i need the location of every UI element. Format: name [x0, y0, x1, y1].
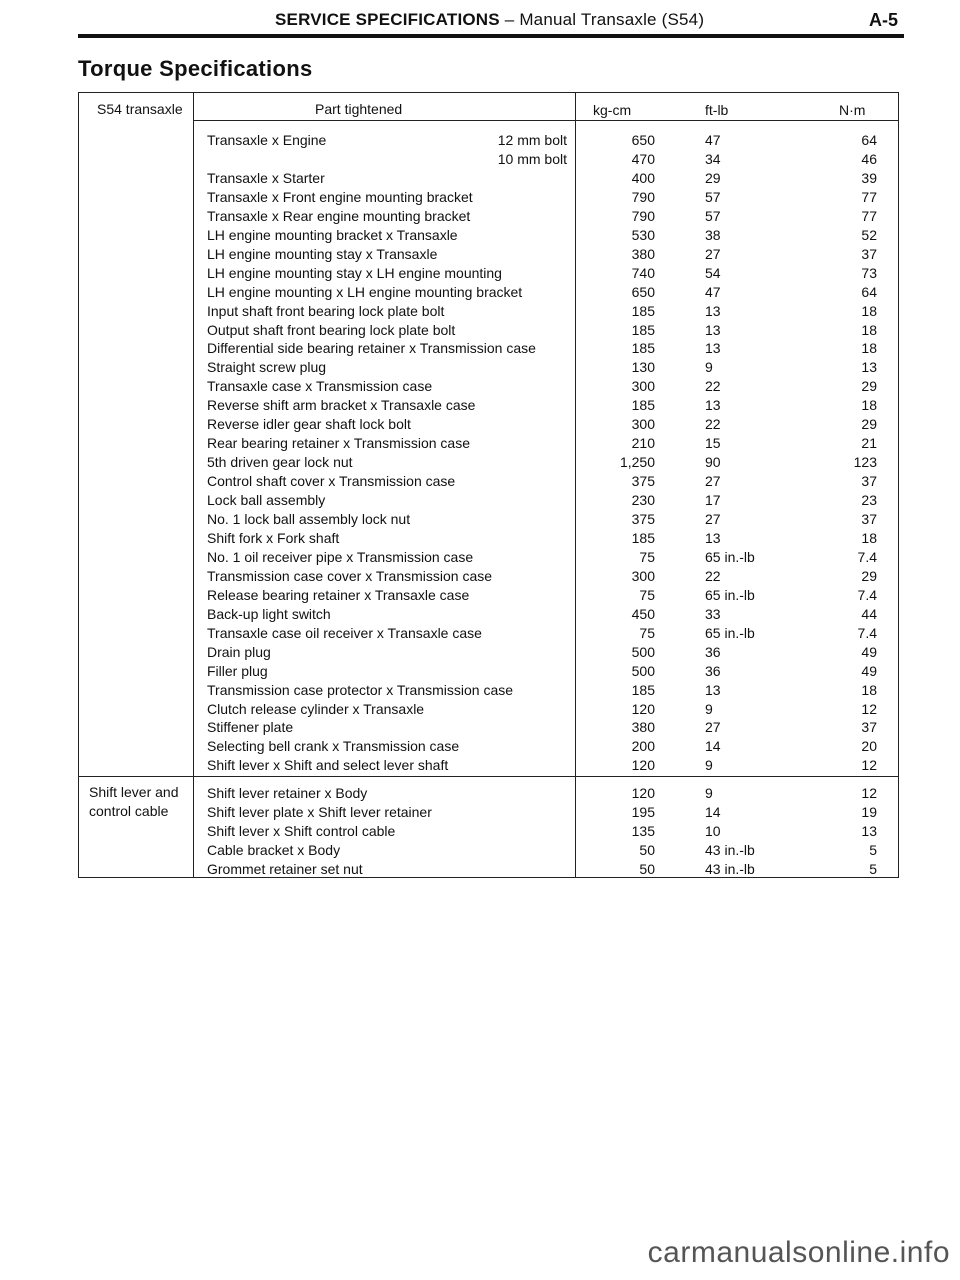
nm-cell: 49 — [861, 662, 877, 679]
part-cell: Shift lever retainer x Body — [207, 785, 368, 801]
ftlb-cell: 13 — [705, 529, 721, 546]
ftlb-cell: 43 in.-lb — [705, 841, 755, 858]
ftlb-cell: 47 — [705, 283, 721, 300]
ftlb-cell: 57 — [705, 188, 721, 205]
kgcm-cell: 75 — [639, 548, 655, 565]
table-row — [79, 207, 899, 226]
part-cell: Output shaft front bearing lock plate bolt — [207, 321, 456, 338]
nm-cell: 49 — [861, 643, 877, 660]
kgcm-cell: 185 — [631, 529, 655, 546]
table-row — [79, 803, 899, 822]
kgcm-cell: 790 — [631, 188, 655, 205]
table-row — [79, 169, 899, 188]
part-cell: LH engine mounting stay x Transaxle — [207, 245, 438, 262]
table-row — [79, 841, 899, 860]
table-row — [79, 548, 899, 567]
ftlb-cell: 47 — [705, 132, 721, 148]
nm-cell: 18 — [861, 681, 877, 698]
part-cell: Differential side bearing retainer x Transmission case — [207, 340, 536, 357]
nm-cell: 123 — [853, 454, 877, 471]
kgcm-cell: 470 — [631, 150, 655, 167]
ftlb-cell: 43 in.-lb — [705, 860, 755, 877]
kgcm-cell: 380 — [631, 245, 655, 262]
ftlb-cell: 27 — [705, 511, 721, 527]
part-cell: Shift fork x Fork shaft — [207, 529, 340, 546]
part-cell: Release bearing retainer x Transaxle case — [207, 586, 470, 603]
nm-cell: 21 — [861, 435, 877, 452]
nm-cell: 13 — [861, 359, 877, 376]
part-cell: No. 1 oil receiver pipe x Transmission case — [207, 548, 474, 565]
part-cell: Transaxle x Front engine mounting bracket — [207, 188, 473, 205]
ftlb-cell: 54 — [705, 264, 721, 281]
bolt-size-note: 12 mm bolt — [497, 132, 567, 148]
table-row — [79, 681, 899, 700]
kgcm-column-header: kg-cm — [593, 102, 632, 118]
kgcm-cell: 185 — [631, 340, 655, 357]
table-row — [79, 188, 899, 207]
part-cell: LH engine mounting x LH engine mounting bracket — [207, 283, 523, 300]
nm-cell: 20 — [861, 738, 877, 755]
torque-spec-table — [78, 92, 899, 878]
kgcm-cell: 185 — [631, 681, 655, 698]
nm-cell: 37 — [861, 473, 877, 490]
table-row — [79, 491, 899, 510]
kgcm-cell: 75 — [639, 586, 655, 603]
table-row — [79, 415, 899, 434]
kgcm-cell: 120 — [631, 700, 655, 717]
ftlb-cell: 13 — [705, 321, 721, 338]
table-row — [79, 226, 899, 245]
table-row — [79, 453, 899, 472]
kgcm-cell: 185 — [631, 321, 655, 338]
ftlb-cell: 22 — [705, 416, 721, 433]
table-row — [79, 150, 899, 169]
table-row — [79, 377, 899, 396]
ftlb-cell: 13 — [705, 397, 721, 414]
table-row — [79, 245, 899, 264]
nm-cell: 64 — [861, 132, 877, 148]
part-cell: Shift lever plate x Shift lever retainer — [207, 803, 432, 820]
nm-cell: 12 — [861, 757, 877, 774]
kgcm-cell: 75 — [639, 624, 655, 641]
part-cell: Transaxle x Engine — [207, 132, 327, 148]
table-row — [79, 510, 899, 529]
section-title: Torque Specifications — [78, 56, 313, 81]
ftlb-cell: 13 — [705, 302, 721, 319]
ftlb-cell: 29 — [705, 169, 721, 186]
part-cell: No. 1 lock ball assembly lock nut — [207, 511, 411, 527]
nm-cell: 37 — [861, 245, 877, 262]
kgcm-cell: 50 — [639, 860, 655, 877]
nm-cell: 52 — [861, 226, 877, 243]
table-row — [79, 737, 899, 756]
kgcm-cell: 185 — [631, 397, 655, 414]
ftlb-cell: 22 — [705, 567, 721, 584]
ftlb-cell: 65 in.-lb — [705, 624, 755, 641]
ftlb-cell: 13 — [705, 340, 721, 357]
table-row — [79, 131, 899, 150]
part-cell: Reverse shift arm bracket x Transaxle case — [207, 397, 476, 414]
kgcm-cell: 500 — [631, 662, 655, 679]
part-cell: Lock ball assembly — [207, 492, 326, 509]
nm-column-header: N·m — [839, 102, 866, 118]
table-row — [79, 605, 899, 624]
ftlb-cell: 65 in.-lb — [705, 548, 755, 565]
nm-cell: 18 — [861, 529, 877, 546]
table-row — [79, 358, 899, 377]
part-cell: Cable bracket x Body — [207, 841, 341, 858]
ftlb-cell: 9 — [705, 757, 713, 774]
group-column-header: S54 transaxle — [97, 101, 183, 117]
part-cell: Transaxle case oil receiver x Transaxle case — [207, 624, 482, 641]
part-cell: Transaxle x Starter — [207, 169, 325, 186]
table-row — [79, 302, 899, 321]
part-cell: Transaxle case x Transmission case — [207, 378, 433, 395]
nm-cell: 13 — [861, 822, 877, 839]
part-cell: Transmission case protector x Transmission case — [207, 681, 514, 698]
part-cell: LH engine mounting stay x LH engine mounting — [207, 264, 502, 281]
nm-cell: 18 — [861, 340, 877, 357]
kgcm-cell: 185 — [631, 302, 655, 319]
ftlb-cell: 14 — [705, 738, 721, 755]
table-row — [79, 396, 899, 415]
nm-cell: 29 — [861, 567, 877, 584]
ftlb-column-header: ft-lb — [705, 102, 729, 118]
watermark: carmanualsonline.info — [647, 1236, 950, 1269]
ftlb-cell: 9 — [705, 700, 713, 717]
table-row — [79, 264, 899, 283]
part-cell: Shift lever x Shift and select lever shaft — [207, 757, 449, 774]
table-row — [79, 756, 899, 775]
ftlb-cell: 22 — [705, 378, 721, 395]
kgcm-cell: 300 — [631, 378, 655, 395]
part-cell: Shift lever x Shift control cable — [207, 822, 396, 839]
ftlb-cell: 9 — [705, 785, 713, 801]
kgcm-cell: 120 — [631, 757, 655, 774]
nm-cell: 29 — [861, 378, 877, 395]
group-label-line: Shift lever and — [89, 784, 179, 800]
nm-cell: 37 — [861, 511, 877, 527]
table-row — [79, 624, 899, 643]
part-cell: Reverse idler gear shaft lock bolt — [207, 416, 411, 433]
kgcm-cell: 50 — [639, 841, 655, 858]
page-header-title — [275, 10, 704, 30]
nm-cell: 12 — [861, 785, 877, 801]
part-cell: Input shaft front bearing lock plate bolt — [207, 302, 445, 319]
bolt-size-note: 10 mm bolt — [497, 150, 567, 167]
kgcm-cell: 400 — [631, 169, 655, 186]
nm-cell: 7.4 — [857, 624, 877, 641]
part-cell: LH engine mounting bracket x Transaxle — [207, 226, 458, 243]
kgcm-cell: 300 — [631, 567, 655, 584]
kgcm-cell: 500 — [631, 643, 655, 660]
ftlb-cell: 9 — [705, 359, 713, 376]
nm-cell: 7.4 — [857, 586, 877, 603]
part-cell: Transmission case cover x Transmission case — [207, 567, 493, 584]
part-cell: Filler plug — [207, 662, 268, 679]
table-row — [79, 434, 899, 453]
part-cell: Clutch release cylinder x Transaxle — [207, 700, 425, 717]
ftlb-cell: 27 — [705, 473, 721, 490]
ftlb-cell: 36 — [705, 662, 721, 679]
nm-cell: 77 — [861, 207, 877, 224]
kgcm-cell: 1,250 — [619, 454, 655, 471]
nm-cell: 18 — [861, 321, 877, 338]
nm-cell: 44 — [861, 605, 877, 622]
table-row — [79, 321, 899, 340]
part-cell: Grommet retainer set nut — [207, 860, 363, 877]
ftlb-cell: 27 — [705, 245, 721, 262]
table-row — [79, 662, 899, 681]
ftlb-cell: 14 — [705, 803, 721, 820]
nm-cell: 29 — [861, 416, 877, 433]
nm-cell: 19 — [861, 803, 877, 820]
group-label-line: control cable — [89, 803, 169, 819]
kgcm-cell: 195 — [631, 803, 655, 820]
table-row — [79, 472, 899, 491]
part-cell: Drain plug — [207, 643, 271, 660]
table-row — [79, 700, 899, 719]
kgcm-cell: 200 — [631, 738, 655, 755]
nm-cell: 5 — [869, 860, 877, 877]
nm-cell: 46 — [861, 150, 877, 167]
table-row — [79, 567, 899, 586]
ftlb-cell: 33 — [705, 605, 721, 622]
ftlb-cell: 27 — [705, 719, 721, 736]
ftlb-cell: 65 in.-lb — [705, 586, 755, 603]
part-cell: Control shaft cover x Transmission case — [207, 473, 456, 490]
part-column-header: Part tightened — [315, 101, 403, 117]
kgcm-cell: 120 — [631, 785, 655, 801]
nm-cell: 39 — [861, 169, 877, 186]
kgcm-cell: 130 — [631, 359, 655, 376]
table-row — [79, 586, 899, 605]
ftlb-cell: 90 — [705, 454, 721, 471]
header-rule — [78, 34, 904, 38]
part-cell: Selecting bell crank x Transmission case — [207, 738, 460, 755]
group-divider — [79, 776, 899, 777]
header-row-divider — [193, 120, 899, 121]
nm-cell: 64 — [861, 283, 877, 300]
table-row — [79, 283, 899, 302]
table-row — [79, 860, 899, 879]
kgcm-cell: 210 — [631, 435, 655, 452]
kgcm-cell: 530 — [631, 226, 655, 243]
part-cell: 5th driven gear lock nut — [207, 454, 353, 471]
nm-cell: 23 — [861, 492, 877, 509]
part-cell: Stiffener plate — [207, 719, 294, 736]
kgcm-cell: 650 — [631, 132, 655, 148]
kgcm-cell: 375 — [631, 511, 655, 527]
kgcm-cell: 650 — [631, 283, 655, 300]
ftlb-cell: 57 — [705, 207, 721, 224]
kgcm-cell: 230 — [631, 492, 655, 509]
kgcm-cell: 790 — [631, 207, 655, 224]
header-title-bold: SERVICE SPECIFICATIONS — [275, 10, 500, 29]
nm-cell: 73 — [861, 264, 877, 281]
table-row — [79, 822, 899, 841]
kgcm-cell: 375 — [631, 473, 655, 490]
ftlb-cell: 36 — [705, 643, 721, 660]
kgcm-cell: 380 — [631, 719, 655, 736]
table-row — [79, 643, 899, 662]
nm-cell: 37 — [861, 719, 877, 736]
nm-cell: 18 — [861, 397, 877, 414]
kgcm-cell: 450 — [631, 605, 655, 622]
page-number: A-5 — [868, 10, 898, 30]
nm-cell: 12 — [861, 700, 877, 717]
part-cell: Transaxle x Rear engine mounting bracket — [207, 207, 471, 224]
part-cell: Back-up light switch — [207, 605, 331, 622]
ftlb-cell: 10 — [705, 822, 721, 839]
nm-cell: 77 — [861, 188, 877, 205]
part-cell: Rear bearing retainer x Transmission case — [207, 435, 471, 452]
kgcm-cell: 740 — [631, 264, 655, 281]
ftlb-cell: 15 — [705, 435, 721, 452]
nm-cell: 7.4 — [857, 548, 877, 565]
table-row — [79, 784, 899, 803]
part-cell: Straight screw plug — [207, 359, 327, 376]
ftlb-cell: 38 — [705, 226, 721, 243]
ftlb-cell: 17 — [705, 492, 721, 509]
kgcm-cell: 300 — [631, 416, 655, 433]
ftlb-cell: 34 — [705, 150, 721, 167]
kgcm-cell: 135 — [631, 822, 655, 839]
table-row — [79, 339, 899, 358]
header-title-rest: – Manual Transaxle (S54) — [499, 10, 705, 29]
table-row — [79, 529, 899, 548]
table-row — [79, 718, 899, 737]
ftlb-cell: 13 — [705, 681, 721, 698]
nm-cell: 18 — [861, 302, 877, 319]
nm-cell: 5 — [869, 841, 877, 858]
